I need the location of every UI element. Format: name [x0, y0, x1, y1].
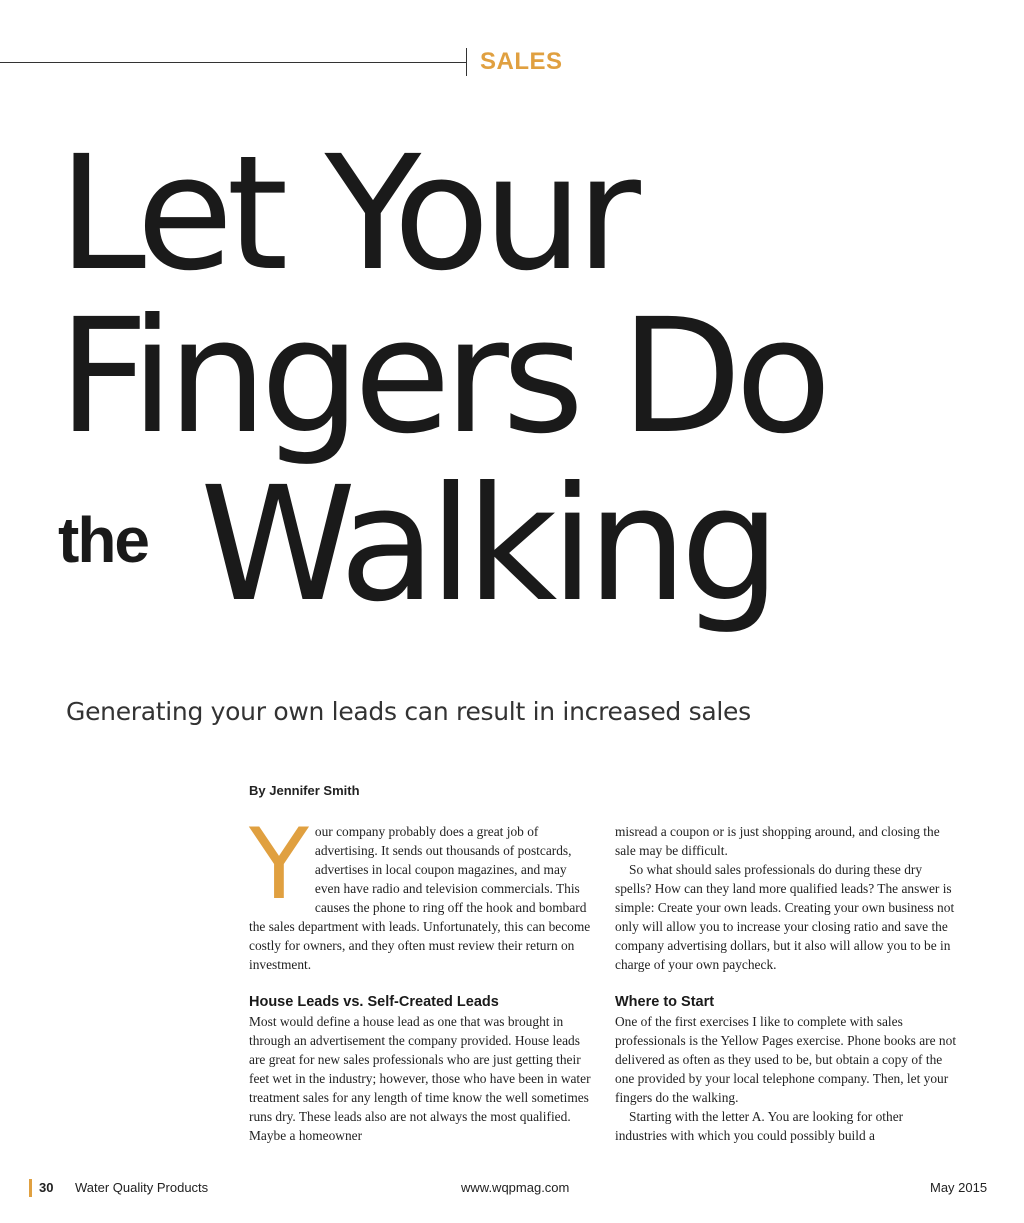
publication-name: Water Quality Products	[75, 1180, 209, 1195]
deck-subtitle: Generating your own leads can result in increased sales	[66, 697, 751, 726]
section-label: SALES	[480, 48, 563, 75]
publication-url: www.wqpmag.com	[461, 1180, 570, 1195]
header-rule	[0, 62, 467, 63]
drop-cap: Y	[249, 808, 309, 922]
headline-line-2: Fingers Do	[58, 285, 825, 469]
page-number: 30	[39, 1180, 54, 1195]
intro-paragraph	[249, 808, 591, 974]
section-body-where-to-start-2: Starting with the letter A. You are looking for other industries with which you could possibly build a	[615, 1109, 904, 1143]
headline-line-3-small: the	[58, 504, 148, 576]
section-heading-where-to-start: Where to Start	[615, 994, 715, 1010]
headline-line-1: Let Your	[58, 122, 634, 306]
header-rule-tick	[466, 48, 467, 76]
intro-text: our company probably does a great job of advertising. It sends out thousands of postcards, advertises in local coupon magazines, and may even have radio and television commercials. This causes the phone to ring off the hook and bombard the sales department with leads. Unfortunately, this can become costly for owners, and they often must review their return on investment.	[249, 824, 591, 972]
article-column-2	[615, 822, 957, 1145]
section-body-house-leads: Most would define a house lead as one that was brought in through an advertisement the company provided. House leads are great for new sales professionals who are just getting their feet wet in the industry; however, those who have been in water treatment sales for any length of time know the well sometimes runs dry. These leads also are not always the most qualified. Maybe a homeowner	[249, 1014, 591, 1143]
article-column-1	[249, 808, 591, 1145]
col2-paragraph-2: So what should sales professionals do during these dry spells? How can they land more qualified leads? The answer is simple: Create your own leads. Creating your own business not only will allow you to increase your closing ratio and save the company advertising dollars, but it also will allow you to be in charge of your own paycheck.	[615, 862, 955, 972]
headline-line-3-big: Walking	[200, 453, 774, 637]
col2-paragraph-1: misread a coupon or is just shopping around, and closing the sale may be difficult.	[615, 824, 940, 858]
section-body-where-to-start-1: One of the first exercises I like to complete with sales professionals is the Yellow Pages exercise. Phone books are not delivered as often as they used to be, but obtain a copy of the one provided by your local telephone company. Then, let your fingers do the walking.	[615, 1014, 957, 1105]
byline: By Jennifer Smith	[249, 783, 360, 798]
issue-date: May 2015	[930, 1180, 988, 1195]
footer-accent-bar	[29, 1179, 32, 1197]
section-heading-house-leads: House Leads vs. Self-Created Leads	[249, 994, 499, 1010]
